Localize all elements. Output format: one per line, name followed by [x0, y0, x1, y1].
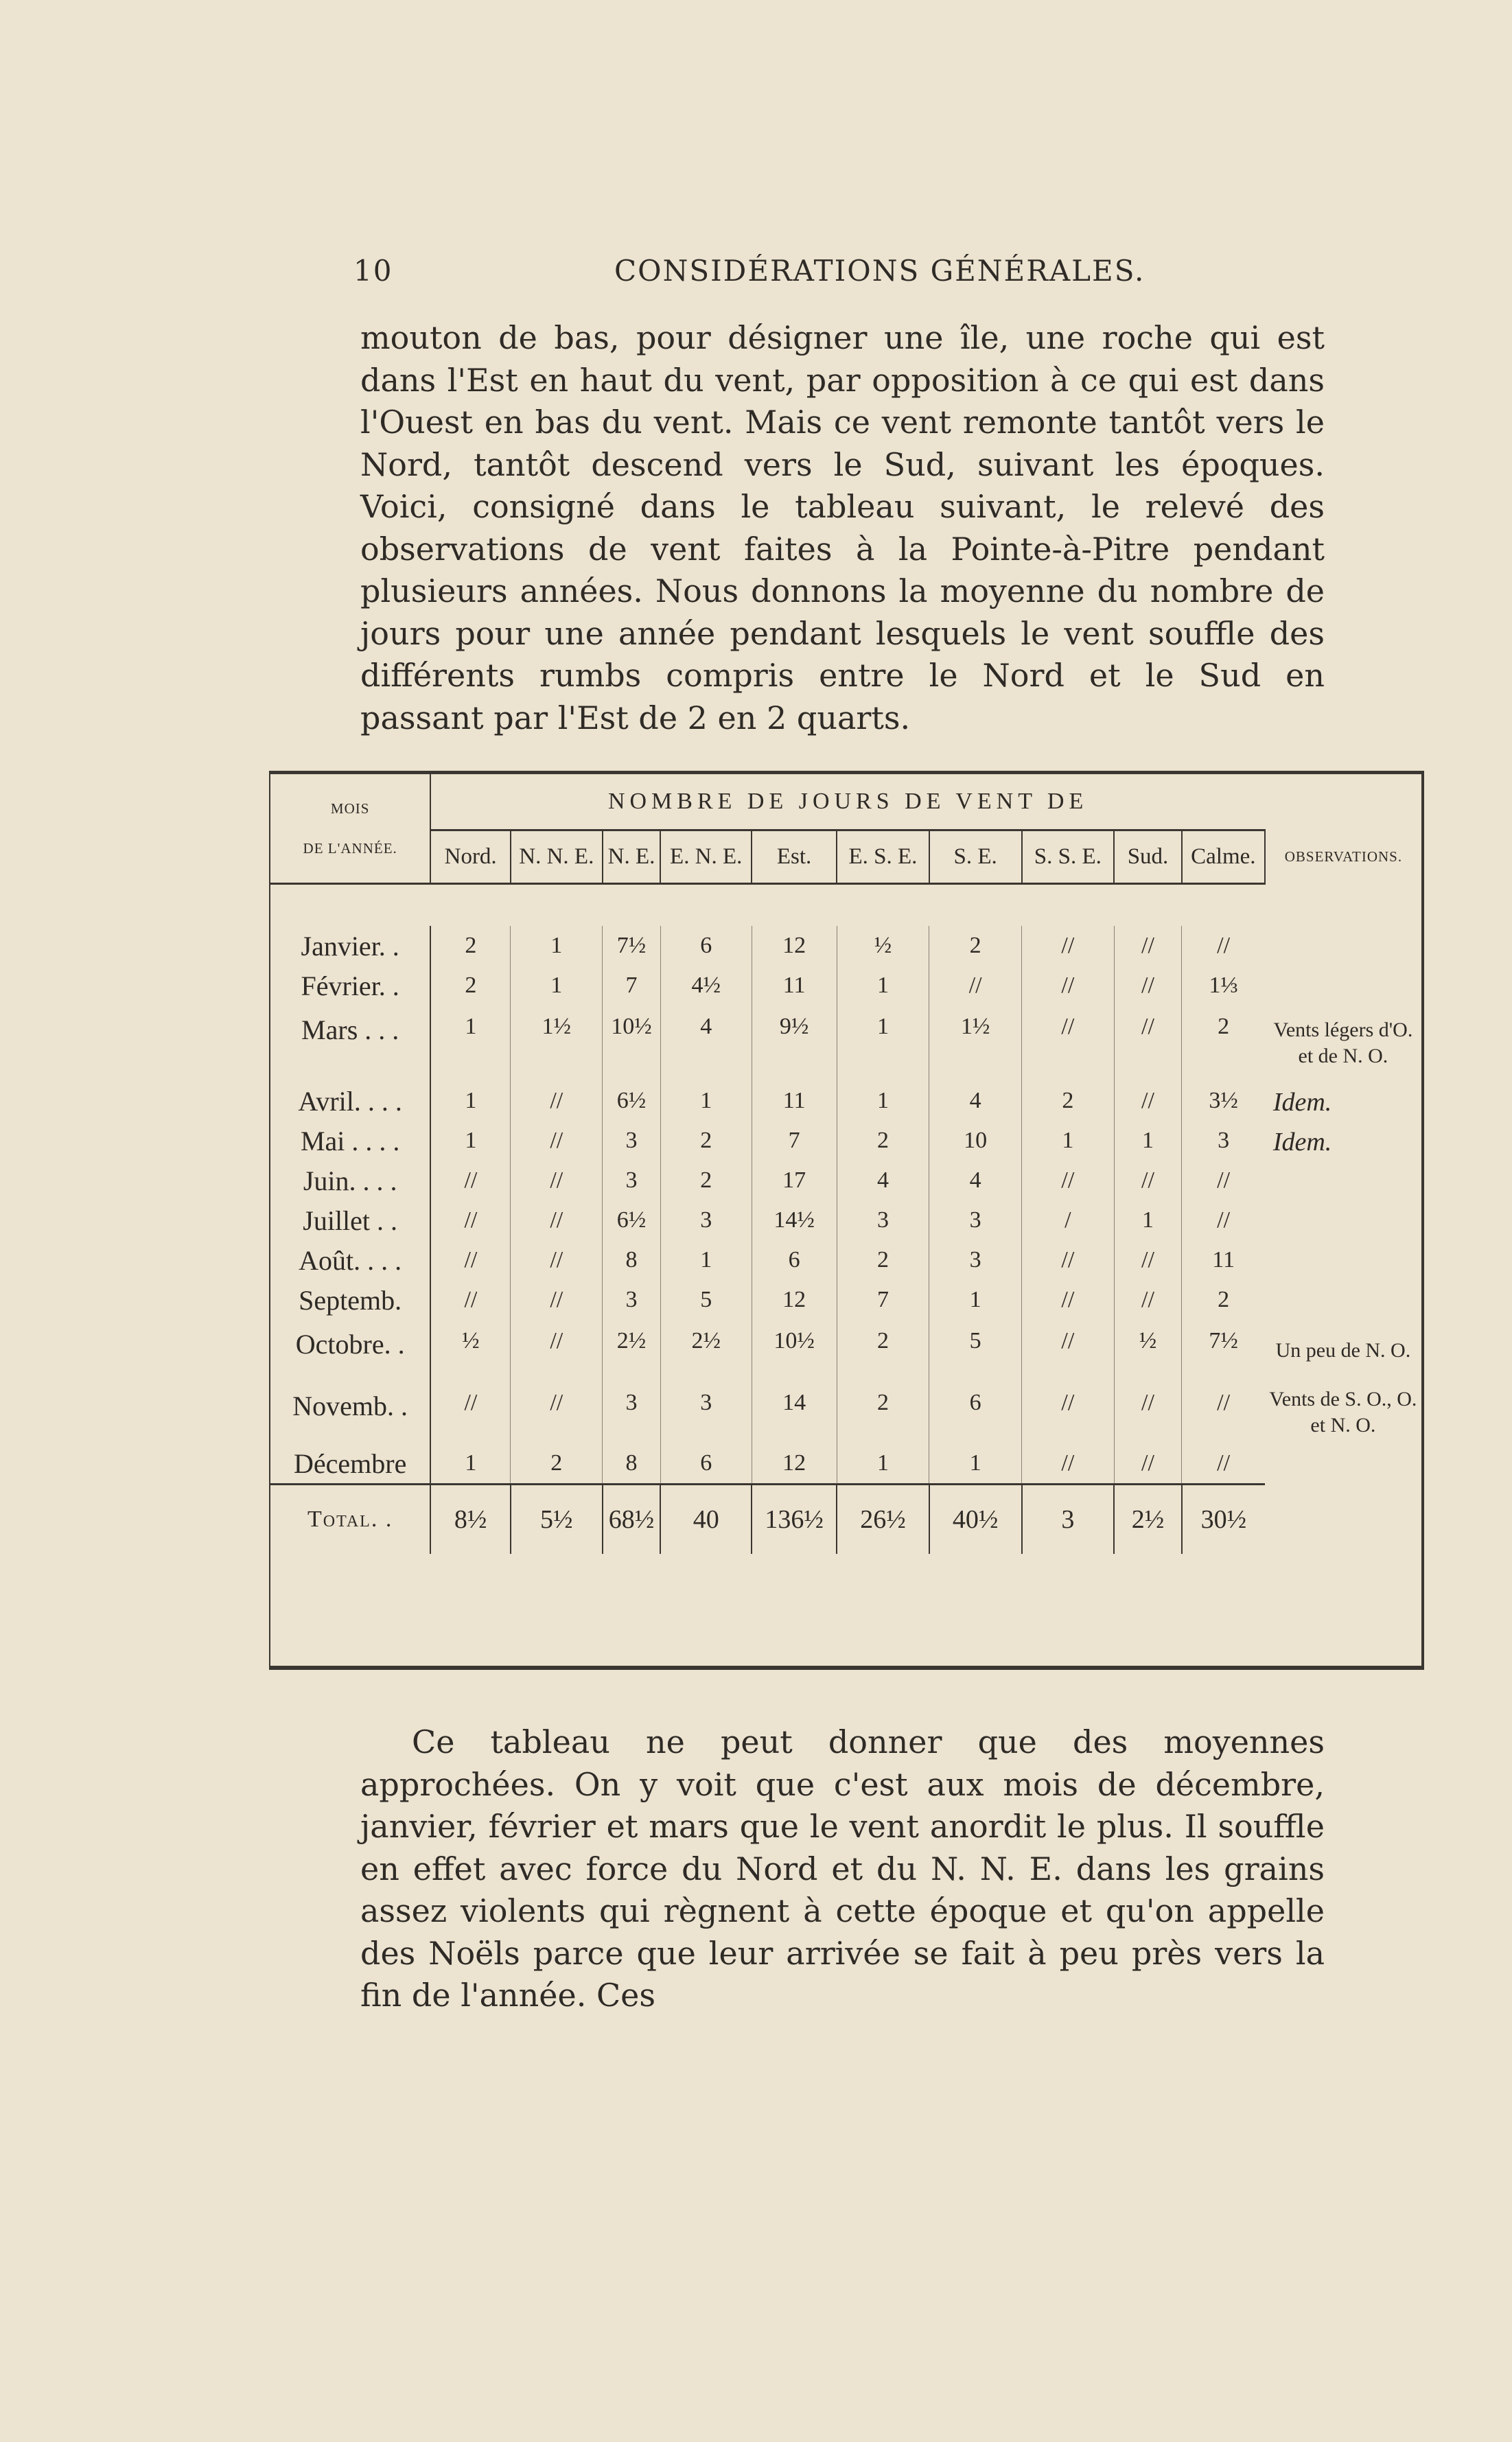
value-cell: 2	[1022, 1081, 1115, 1121]
value-cell: //	[511, 1121, 603, 1161]
month-label: Octobre. .	[270, 1320, 430, 1382]
observation-cell	[1265, 1161, 1421, 1200]
wind-days-group-header: NOMBRE DE JOURS DE VENT DE	[430, 774, 1265, 830]
value-cell: 3	[603, 1121, 661, 1161]
value-cell: //	[1022, 1280, 1115, 1320]
value-cell: 12	[752, 1443, 837, 1485]
paragraph-intro: mouton de bas, pour désigner une île, une roche qui est dans l'Est en haut du vent, par opposition à ce qui est dans l'Ouest en bas du vent. Mais ce vent remonte tantôt vers le Nord, tantôt descend vers le Sud, suivant les époques. Voici, consigné dans le tableau suivant, le relevé des observations de vent faites à la Pointe-à-Pitre pendant plusieurs années. Nous donnons la moyenne du nombre de jours pour une année pendant lesquels le vent souffle des différents rumbs compris entre le Nord et le Sud en passant par l'Est de 2 en 2 quarts.	[360, 319, 1325, 736]
observation-cell: Un peu de N. O.	[1275, 1339, 1411, 1362]
value-cell: 4½	[660, 966, 752, 1005]
value-cell: 1	[660, 1240, 752, 1280]
table-row	[270, 966, 1421, 1005]
running-title: CONSIDÉRATIONS GÉNÉRALES.	[614, 254, 1145, 288]
months-header-line-1: MOIS	[330, 800, 370, 817]
value-cell: //	[1182, 1200, 1265, 1240]
value-cell: 1⅓	[1182, 966, 1265, 1005]
value-cell: 6½	[603, 1081, 661, 1121]
value-cell: //	[1114, 926, 1182, 966]
value-cell: //	[1114, 1443, 1182, 1485]
value-cell: 2	[660, 1161, 752, 1200]
value-cell: //	[464, 1167, 478, 1193]
month-label: Avril. . . .	[270, 1081, 430, 1121]
value-cell: //	[511, 1081, 603, 1121]
value-cell: 1	[465, 1128, 477, 1153]
value-cell: //	[1022, 1382, 1115, 1443]
value-cell: //	[1182, 1161, 1265, 1200]
value-cell: //	[464, 1207, 478, 1233]
value-cell: ½	[462, 1328, 480, 1353]
value-cell: 1½	[511, 1005, 603, 1081]
value-cell: 17	[752, 1161, 837, 1200]
months-header	[270, 774, 430, 884]
value-cell: 10½	[603, 1005, 661, 1081]
observation-cell	[1265, 1200, 1421, 1240]
table-body	[270, 926, 1421, 1485]
value-cell: 3	[929, 1200, 1022, 1240]
value-cell: //	[1022, 1240, 1115, 1280]
value-cell: 11	[752, 966, 837, 1005]
col-header-calme: Calme.	[1182, 830, 1265, 884]
value-cell: 2	[465, 933, 477, 958]
value-cell: 1	[465, 1088, 477, 1113]
paragraph-conclusion: Ce tableau ne peut donner que des moyennes approchées. On y voit que c'est aux mois de décembre, janvier, février et mars que le vent anordit le plus. Il souffle en effet avec force du Nord et du N. N. E. dans les grains assez violents qui règnent à cette époque et qu'on appelle des Noëls parce que leur arrivée se fait à peu près vers la fin de l'année. Ces	[360, 1723, 1325, 2014]
month-label: Mai . . . .	[270, 1121, 430, 1161]
value-cell: 1	[511, 966, 603, 1005]
value-cell: 14½	[752, 1200, 837, 1240]
value-cell: //	[511, 1161, 603, 1200]
value-cell: 6	[660, 1443, 752, 1485]
observation-cell: Vents de S. O., O. et N. O.	[1269, 1388, 1417, 1437]
value-cell: 8	[603, 1240, 661, 1280]
value-cell: 2	[837, 1121, 929, 1161]
month-label: Décembre	[270, 1443, 430, 1485]
total-cell: 40	[660, 1485, 752, 1555]
col-header-est: Est.	[752, 830, 837, 884]
value-cell: 8	[603, 1443, 661, 1485]
value-cell: 1	[465, 1450, 477, 1476]
col-header-observations: OBSERVATIONS.	[1265, 830, 1421, 884]
col-header-sud: Sud.	[1114, 830, 1182, 884]
observation-cell	[1265, 1240, 1421, 1280]
total-cell: 8½	[430, 1485, 511, 1555]
value-cell: 3	[603, 1382, 661, 1443]
value-cell: 7	[752, 1121, 837, 1161]
table-row	[270, 1240, 1421, 1280]
value-cell: 6	[660, 926, 752, 966]
month-label: Janvier. .	[270, 926, 430, 966]
value-cell: //	[1022, 1161, 1115, 1200]
value-cell: 1	[465, 1014, 477, 1039]
value-cell: 6½	[603, 1200, 661, 1240]
total-cell: 136½	[752, 1485, 837, 1555]
value-cell: 6	[929, 1382, 1022, 1443]
col-header-ene: E. N. E.	[660, 830, 752, 884]
table-row	[270, 1382, 1421, 1443]
wind-table	[269, 771, 1424, 1670]
value-cell: 1	[1114, 1121, 1182, 1161]
observation-cell	[1265, 1280, 1421, 1320]
value-cell: 12	[752, 926, 837, 966]
value-cell: //	[511, 1240, 603, 1280]
value-cell: 1	[1114, 1200, 1182, 1240]
value-cell: 1	[837, 1443, 929, 1485]
value-cell: 2	[837, 1320, 929, 1382]
value-cell: 2	[929, 926, 1022, 966]
value-cell: 7½	[603, 926, 661, 966]
table-row	[270, 1005, 1421, 1081]
value-cell: 2	[1182, 1005, 1265, 1081]
value-cell: 1	[511, 926, 603, 966]
col-header-ne: N. E.	[603, 830, 661, 884]
value-cell: //	[929, 966, 1022, 1005]
value-cell: 14	[752, 1382, 837, 1443]
value-cell: //	[1182, 926, 1265, 966]
value-cell: 10½	[752, 1320, 837, 1382]
value-cell: //	[1114, 966, 1182, 1005]
value-cell: 1	[660, 1081, 752, 1121]
table-row	[270, 1161, 1421, 1200]
value-cell: //	[1114, 1280, 1182, 1320]
value-cell: 9½	[752, 1005, 837, 1081]
value-cell: //	[1022, 1005, 1115, 1081]
value-cell: 11	[1182, 1240, 1265, 1280]
table-row	[270, 1320, 1421, 1382]
value-cell: 7½	[1182, 1320, 1265, 1382]
value-cell: //	[1022, 1443, 1115, 1485]
col-header-sse: S. S. E.	[1022, 830, 1115, 884]
value-cell: //	[464, 1390, 478, 1415]
total-row	[270, 1485, 1421, 1555]
wind-days-table	[270, 774, 1421, 1554]
value-cell: 4	[837, 1161, 929, 1200]
value-cell: ½	[1114, 1320, 1182, 1382]
value-cell: 2½	[603, 1320, 661, 1382]
observation-cell: Vents légers d'O. et de N. O.	[1273, 1019, 1413, 1067]
value-cell: 11	[752, 1081, 837, 1121]
value-cell: 3	[929, 1240, 1022, 1280]
value-cell: /	[1022, 1200, 1115, 1240]
observation-cell	[1265, 1443, 1421, 1485]
value-cell: ½	[837, 926, 929, 966]
observation-cell	[1265, 926, 1421, 966]
col-header-nne: N. N. E.	[511, 830, 603, 884]
table-row	[270, 1200, 1421, 1240]
value-cell: //	[1114, 1240, 1182, 1280]
total-cell: 30½	[1182, 1485, 1265, 1555]
value-cell: 3	[660, 1382, 752, 1443]
table-row	[270, 1121, 1421, 1161]
value-cell: 7	[837, 1280, 929, 1320]
value-cell: 1	[1022, 1121, 1115, 1161]
value-cell: //	[511, 1320, 603, 1382]
value-cell: //	[1182, 1382, 1265, 1443]
observation-cell: Idem.	[1272, 1128, 1332, 1156]
month-label: Mars . . .	[270, 1005, 430, 1081]
running-head	[353, 254, 1335, 295]
observation-cell	[1265, 966, 1421, 1005]
value-cell: 3	[603, 1161, 661, 1200]
table-row	[270, 1280, 1421, 1320]
value-cell: 2	[511, 1443, 603, 1485]
col-header-nord: Nord.	[444, 844, 497, 869]
value-cell: 7	[603, 966, 661, 1005]
value-cell: 10	[929, 1121, 1022, 1161]
col-header-se: S. E.	[929, 830, 1022, 884]
month-label: Novemb. .	[270, 1382, 430, 1443]
value-cell: //	[511, 1382, 603, 1443]
value-cell: 3	[1182, 1121, 1265, 1161]
month-label: Février. .	[270, 966, 430, 1005]
page-number: 10	[353, 254, 393, 288]
value-cell: 4	[929, 1081, 1022, 1121]
value-cell: 3	[603, 1280, 661, 1320]
value-cell: 4	[660, 1005, 752, 1081]
total-cell: 26½	[837, 1485, 929, 1555]
total-cell: 2½	[1114, 1485, 1182, 1555]
value-cell: //	[464, 1247, 478, 1272]
value-cell: //	[1182, 1443, 1265, 1485]
value-cell: 1½	[929, 1005, 1022, 1081]
table-row	[270, 1081, 1421, 1121]
value-cell: //	[1022, 966, 1115, 1005]
value-cell: //	[1114, 1382, 1182, 1443]
value-cell: 5	[929, 1320, 1022, 1382]
value-cell: //	[511, 1200, 603, 1240]
value-cell: 1	[837, 1005, 929, 1081]
value-cell: 1	[929, 1280, 1022, 1320]
value-cell: 6	[752, 1240, 837, 1280]
value-cell: 3	[660, 1200, 752, 1240]
value-cell: 2	[465, 973, 477, 998]
total-cell: 5½	[511, 1485, 603, 1555]
value-cell: //	[1114, 1005, 1182, 1081]
value-cell: //	[511, 1280, 603, 1320]
total-label: Total. .	[270, 1485, 430, 1555]
value-cell: 3½	[1182, 1081, 1265, 1121]
value-cell: //	[1022, 926, 1115, 966]
month-label: Août. . . .	[270, 1240, 430, 1280]
value-cell: 2½	[660, 1320, 752, 1382]
month-label: Septemb.	[270, 1280, 430, 1320]
value-cell: 2	[1182, 1280, 1265, 1320]
value-cell: 12	[752, 1280, 837, 1320]
total-cell: 3	[1022, 1485, 1115, 1555]
table-row	[270, 926, 1421, 966]
value-cell: 1	[837, 1081, 929, 1121]
month-label: Juillet . .	[270, 1200, 430, 1240]
value-cell: 5	[660, 1280, 752, 1320]
months-header-line-2: DE L'ANNÉE.	[303, 840, 397, 857]
total-cell: 68½	[603, 1485, 661, 1555]
value-cell: 2	[837, 1382, 929, 1443]
observation-cell: Idem.	[1272, 1088, 1332, 1117]
table-row	[270, 1443, 1421, 1485]
value-cell: //	[1114, 1161, 1182, 1200]
value-cell: 1	[929, 1443, 1022, 1485]
value-cell: 2	[660, 1121, 752, 1161]
month-label: Juin. . . .	[270, 1161, 430, 1200]
value-cell: //	[1114, 1081, 1182, 1121]
col-header-ese: E. S. E.	[837, 830, 929, 884]
value-cell: 4	[929, 1161, 1022, 1200]
value-cell: 3	[837, 1200, 929, 1240]
value-cell: //	[1022, 1320, 1115, 1382]
value-cell: //	[464, 1287, 478, 1312]
value-cell: 2	[837, 1240, 929, 1280]
value-cell: 1	[837, 966, 929, 1005]
total-cell: 40½	[929, 1485, 1022, 1555]
